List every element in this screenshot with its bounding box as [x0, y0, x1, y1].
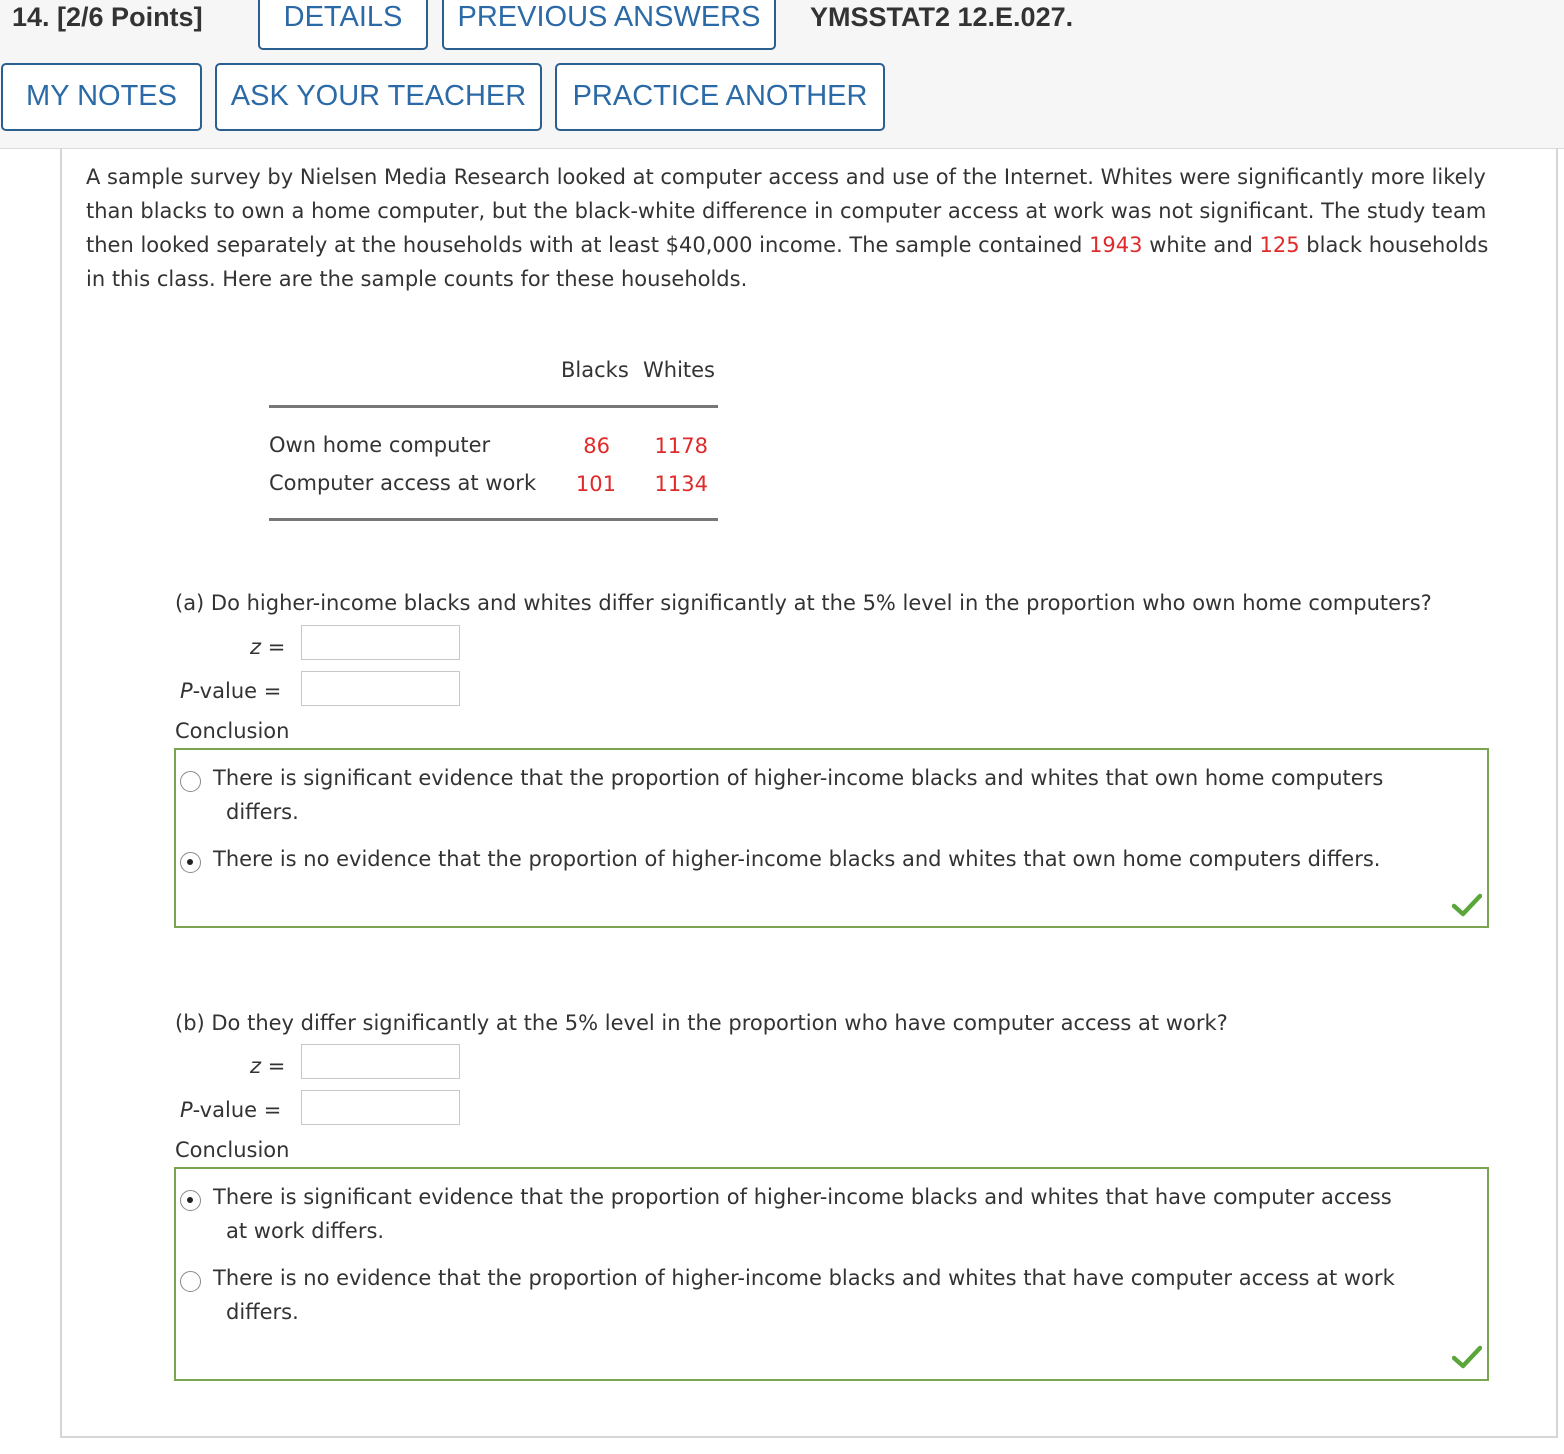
my-notes-button[interactable]: MY NOTES [1, 63, 202, 131]
column-header-blacks: Blacks [561, 358, 629, 382]
part-b-option-1-label[interactable]: There is significant evidence that the proportion of higher-income blacks and whites that have computer access at work differs. [213, 1185, 1392, 1243]
part-b-z-label: z = [250, 1054, 286, 1078]
part-a-question: (a) Do higher-income blacks and whites differ significantly at the 5% level in the proportion who own home computers? [175, 591, 1432, 615]
intro-text-1: A sample survey by Nielsen Media Research looked at computer access and use of the Internet. Whites were significantly more likely than blacks to own a home computer, but the black-white difference in computer access at work was not significant. The study team then looked separately at the households with at least $40,000 income. The sample contained [86, 165, 1487, 257]
part-a-option-1-label[interactable]: There is significant evidence that the proportion of higher-income blacks and whites that own home computers differs. [213, 766, 1384, 824]
part-b-question: (b) Do they differ significantly at the 5% level in the proportion who have computer access at work? [175, 1011, 1228, 1035]
cell-whites-home: 1178 [654, 434, 708, 458]
column-header-whites: Whites [643, 358, 716, 382]
cell-whites-work: 1134 [654, 472, 708, 496]
part-a-option-1-radio[interactable] [180, 771, 201, 792]
practice-another-button[interactable]: PRACTICE ANOTHER [555, 63, 885, 131]
part-b-p-value-input[interactable] [301, 1090, 460, 1125]
part-a-option-2-label[interactable]: There is no evidence that the proportion of higher-income blacks and whites that own home computers differs. [213, 847, 1381, 871]
question-number: 14. [2/6 Points] [12, 2, 203, 32]
details-tab[interactable]: DETAILS [258, 0, 428, 50]
table-bottom-rule [269, 518, 718, 521]
row-label-own-home-computer: Own home computer [269, 433, 491, 457]
part-b-option-2-label[interactable]: There is no evidence that the proportion of higher-income blacks and whites that have computer access at work differs. [213, 1266, 1395, 1324]
intro-text-2: white and [1142, 233, 1260, 257]
part-a-conclusion-label: Conclusion [175, 719, 290, 743]
white-count: 1943 [1089, 233, 1143, 257]
part-b-p-value-label: P-value = [180, 1098, 282, 1122]
part-b-option-2-radio[interactable] [180, 1271, 201, 1292]
question-id: YMSSTAT2 12.E.027. [810, 2, 1074, 32]
intro-text-3: black households in this class. Here are the sample counts for these households. [86, 233, 1489, 291]
part-b-option-1-radio[interactable] [180, 1190, 201, 1211]
cell-blacks-work: 101 [575, 472, 616, 496]
part-a-z-input[interactable] [301, 625, 460, 660]
part-b-check-icon [1452, 1345, 1482, 1369]
problem-statement [86, 160, 1506, 296]
cell-blacks-home: 86 [583, 434, 610, 458]
part-a-option-2-radio[interactable] [180, 852, 201, 873]
row-label-computer-access-at-work: Computer access at work [269, 471, 537, 495]
question-header [0, 0, 1564, 149]
previous-answers-tab[interactable]: PREVIOUS ANSWERS [442, 0, 776, 50]
part-a-p-value-input[interactable] [301, 671, 460, 706]
part-a-p-value-label: P-value = [180, 679, 282, 703]
black-count: 125 [1259, 233, 1300, 257]
part-b-z-input[interactable] [301, 1044, 460, 1079]
table-top-rule [269, 405, 718, 408]
part-b-conclusion-label: Conclusion [175, 1138, 290, 1162]
part-a-z-label: z = [250, 635, 286, 659]
ask-your-teacher-button[interactable]: ASK YOUR TEACHER [215, 63, 542, 131]
part-a-check-icon [1452, 893, 1482, 917]
